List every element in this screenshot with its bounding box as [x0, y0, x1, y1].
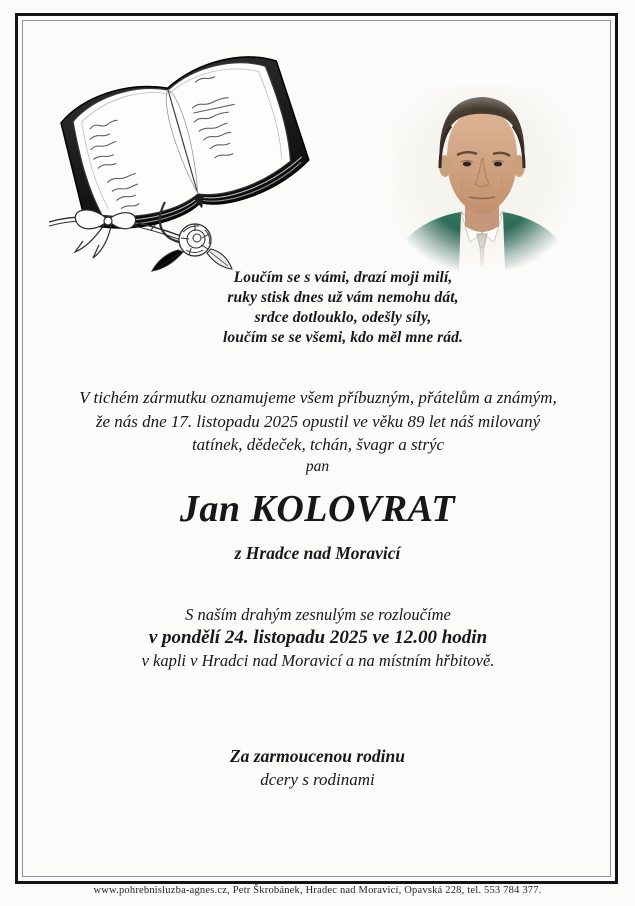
announcement-line: tatínek, dědeček, tchán, švagr a strýc — [191, 435, 445, 454]
funeral-details — [38, 603, 598, 672]
poem-line: Loučím se s vámi, drazí moji milí, — [233, 269, 453, 286]
deceased-name: Jan KOLOVRAT — [179, 488, 456, 530]
honorific-title: pan — [305, 458, 330, 475]
funeral-place-line: v kapli v Hradci nad Moravicí a na místním hřbitově. — [141, 651, 495, 670]
closing-family-line: Za zarmoucenou rodinu — [229, 746, 406, 766]
funeral-intro-line: S naším drahým zesnulým se rozloučíme — [185, 605, 451, 624]
closing-signature — [0, 745, 635, 791]
announcement-line: že nás dne 17. listopadu 2025 opustil ve věku 89 let náš milovaný — [95, 411, 541, 431]
poem-line: ruky stisk dnes už vám nemohu dát, — [227, 289, 459, 306]
announcement-line: V tichém zármutku oznamujeme všem příbuzným, přátelům a známým, — [79, 388, 557, 407]
deceased-portrait-photo — [393, 86, 575, 270]
funeral-datetime-line: v pondělí 24. listopadu 2025 ve 12.00 hodin — [148, 627, 488, 648]
farewell-poem — [158, 268, 528, 348]
death-announcement — [38, 386, 598, 457]
memorial-book-illustration — [33, 42, 333, 277]
deceased-origin: z Hradce nad Moravicí — [234, 543, 401, 563]
poem-line: srdce dotlouklo, odešly síly, — [254, 309, 432, 326]
closing-daughters-line: dcery s rodinami — [260, 770, 375, 789]
funeral-service-contact: www.pohrebnisluzba-agnes.cz, Petr Škrobánek, Hradec nad Moravicí, Opavská 228, tel. 553 784 377. — [93, 885, 542, 896]
poem-line: loučím se se všemi, kdo měl mne rád. — [223, 329, 463, 346]
